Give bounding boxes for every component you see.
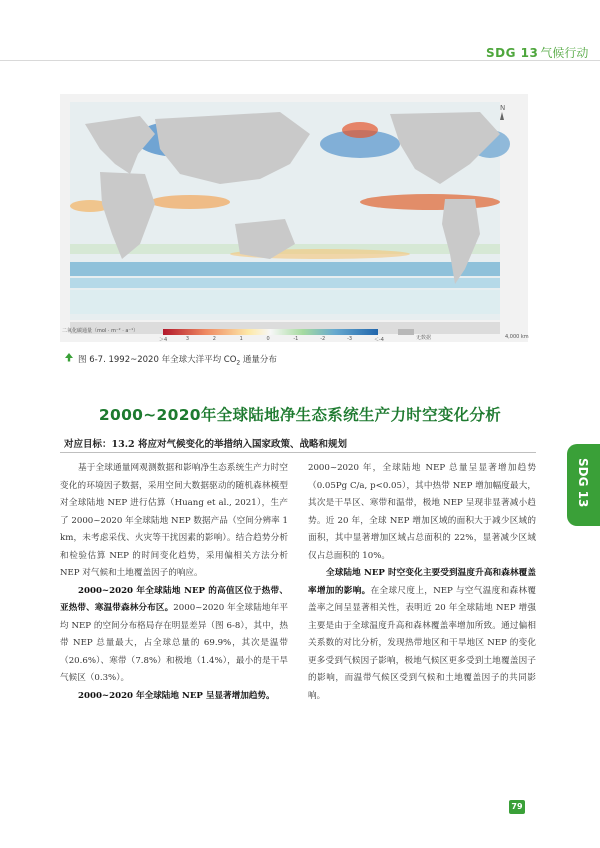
legend-tick: -3 [347,336,353,342]
header-sdg: SDG 13 [486,46,539,60]
compass-label: N [500,104,506,112]
left-p3-lead: 2000~2020 年全球陆地 NEP 呈显著增加趋势。 [78,690,275,701]
left-p2-body: 2000~2020 年全球陆地年平均 NEP 的空间分布格局存在明显差异（图 6-8），其中，热带 NEP 总量最大，占全球总量的 69.9%，其次是温带（20.6%）、寒带（7.8%）和极地（1.4%），最小的是干旱气候区（0.3%）。 [60,603,288,683]
no-data-swatch [398,329,414,335]
section-title: 2000~2020年全球陆地净生态系统生产力时空变化分析 [98,406,502,424]
left-column [60,460,288,705]
right-p2-body: 在全球尺度上，NEP 与空气温度和森林覆盖率之间呈显著相关性，表明近 20 年全球陆地 NEP 增强主要是由于全球温度升高和森林覆盖率增加所致。通过偏相关系数的对比分析，发现热带地区和干旱地区 NEP 的变化更多受到气候因子影响，极地气候区更多受到土地覆盖因子的影响，而温带气候区受到气候和土地覆盖因子的共同影响。 [308,585,536,701]
legend-tick: 0 [266,336,270,342]
header-rule [0,60,600,61]
southern-band-2 [70,278,500,288]
left-paragraph-1: 基于全球通量网观测数据和影响净生态系统生产力时空变化的环境因子数据，采用空间大数据驱动的随机森林模型对全球陆地 NEP 进行估算（Huang et al., 2021），生产了 2000~2020 年全球陆地 NEP 数据产品（空间分辨率 1 km，未考虑采伐、火灾等干扰因素的影响）。结合趋势分析和检验估算 NEP 的时间变化趋势，采用偏相关方法分析 NEP 对气候和土地覆盖因子的响应。 [60,463,288,578]
compass-arrow [500,112,504,120]
equatorial-pacific-source [360,194,500,210]
legend-tick: 2 [212,336,216,342]
kamchatka-source [342,122,378,138]
left-paragraph-3 [60,688,288,706]
legend-tick: 3 [185,336,190,342]
figure-caption [78,353,277,367]
map-graphic [60,94,528,342]
legend-tick: ＞4 [159,337,168,343]
no-data-label: 无数据 [416,335,432,341]
southern-band-1 [70,262,500,276]
ocean-co2-flux-map [60,94,528,342]
section-divider [60,452,536,453]
legend-tick: 1 [239,336,243,342]
legend-tick: -1 [293,336,299,342]
caption-arrow-icon [64,352,74,362]
right-column [308,460,536,705]
scale-bar-label: 4,000 km [505,334,529,340]
equatorial-indian-source [150,195,230,209]
section-objective: 对应目标：13.2 将应对气候变化的举措纳入国家政策、战略和规划 [64,439,347,450]
header-topic: 气候行动 [540,46,589,60]
right-p2-lead: 全球陆地 NEP 时空变化主要受到温度升高和森林覆盖率增加的影响。 [308,568,536,596]
header-label [486,44,588,61]
right-paragraph-1: 2000~2020 年，全球陆地 NEP 总量呈显著增加趋势（0.05Pg C/a, p<0.05），其中热带 NEP 增加幅度最大，其次是干旱区、寒带和温带，极地 NEP 呈现非显著减小趋势。近 20 年，全球 NEP 增加区域的面积大于减少区域的面积，其中显著增加区域占总面积的 22%，显著减少区域仅占总面积的 10%。 [308,463,536,561]
legend-tick: ＜-4 [374,337,384,343]
legend-color-bar [163,329,378,335]
legend-title: 二氧化碳通量（mol · m⁻² · a⁻¹） [62,328,139,334]
side-tab-label: SDG 13 [576,458,590,508]
caption-tail: 通量分布 [240,355,277,365]
caption-main: 图 6-7. 1992~2020 年全球大洋平均 CO [78,355,237,365]
left-paragraph-2 [60,583,288,688]
southern-band-4 [70,290,500,314]
legend-tick: -2 [320,336,326,342]
left-p2-lead: 2000~2020 年全球陆地 NEP 的高值区位于热带、亚热带、寒温带森林分布区。 [60,585,288,613]
caption-sub: 2 [236,359,241,367]
right-paragraph-2 [308,565,536,705]
page-number: 79 [509,800,525,814]
